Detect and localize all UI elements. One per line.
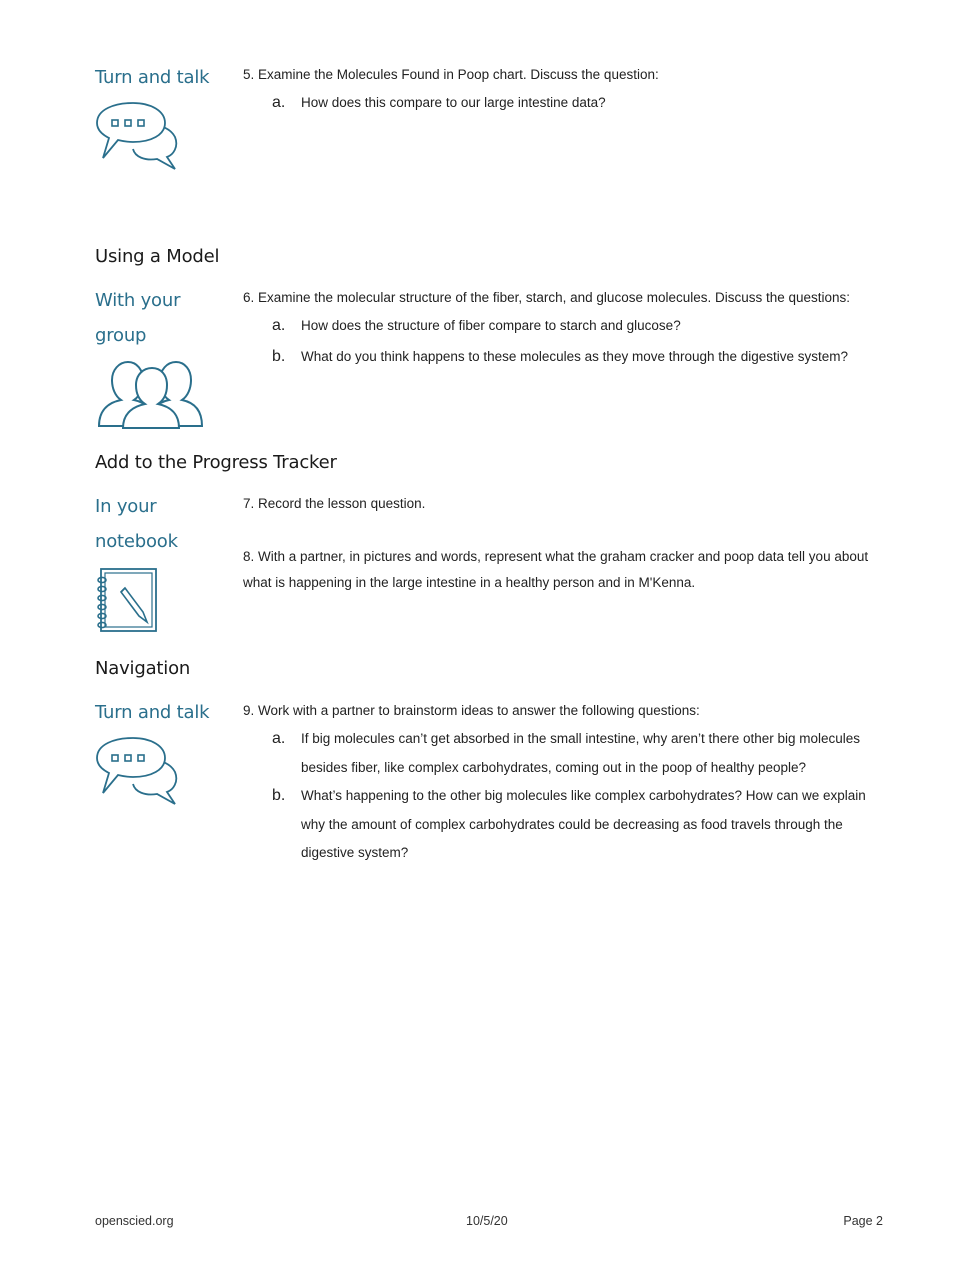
question-9: 9. Work with a partner to brainstorm ideas to answer the following questions: [243, 703, 700, 718]
cue-in-your-notebook [95, 489, 178, 559]
heading-using-a-model: Using a Model [95, 246, 220, 267]
list-marker: b. [272, 348, 286, 365]
list-text: How does this compare to our large intestine data? [301, 95, 606, 110]
group-people-icon [95, 358, 205, 430]
list-text: If big molecules can’t get absorbed in the small intestine, why aren’t there other big molecules besides fiber, like complex carbohydrates, coming out in the poop of healthy people? [301, 731, 861, 775]
question-6b [272, 343, 883, 372]
question-6: 6. Examine the molecular structure of the fiber, starch, and glucose molecules. Discuss the questions: [243, 290, 851, 305]
footer-date: 10/5/20 [466, 1214, 508, 1228]
cue-turn-and-talk-2 [95, 695, 209, 730]
speech-bubbles-icon [95, 736, 179, 806]
cue-label: Turn and talk [95, 702, 210, 723]
list-text: What do you think happens to these molecules as they move through the digestive system? [301, 349, 849, 364]
notebook-icon [95, 566, 159, 634]
question-7: 7. Record the lesson question. [243, 496, 426, 511]
cue-turn-and-talk [95, 60, 209, 95]
speech-bubbles-icon [95, 101, 179, 171]
cue-label-line1: With your [95, 290, 181, 311]
cue-with-your-group [95, 283, 180, 353]
cue-label-line2: notebook [95, 531, 178, 552]
heading-navigation: Navigation [95, 658, 191, 679]
cue-label-line2: group [95, 325, 147, 346]
heading-progress-tracker: Add to the Progress Tracker [95, 452, 337, 473]
cue-label-line1: In your [95, 496, 157, 517]
question-9a [272, 725, 883, 782]
list-marker: b. [272, 787, 286, 804]
list-text: What’s happening to the other big molecules like complex carbohydrates? How can we explain why the amount of complex carbohydrates could be decreasing as food travels through the digestive system? [301, 788, 866, 860]
question-5a [272, 89, 883, 118]
question-5: 5. Examine the Molecules Found in Poop chart. Discuss the question: [243, 67, 659, 82]
question-6a [272, 312, 883, 341]
list-marker: a. [272, 730, 286, 747]
list-text: How does the structure of fiber compare to starch and glucose? [301, 318, 681, 333]
question-9b [272, 782, 883, 868]
list-marker: a. [272, 94, 286, 111]
cue-label: Turn and talk [95, 67, 210, 88]
footer-site: openscied.org [95, 1214, 174, 1228]
list-marker: a. [272, 317, 286, 334]
footer-page-number: Page 2 [843, 1214, 883, 1228]
question-8: 8. With a partner, in pictures and words, represent what the graham cracker and poop data tell you about what is happening in the large intestine in a healthy person and in M'Kenna. [243, 549, 869, 590]
